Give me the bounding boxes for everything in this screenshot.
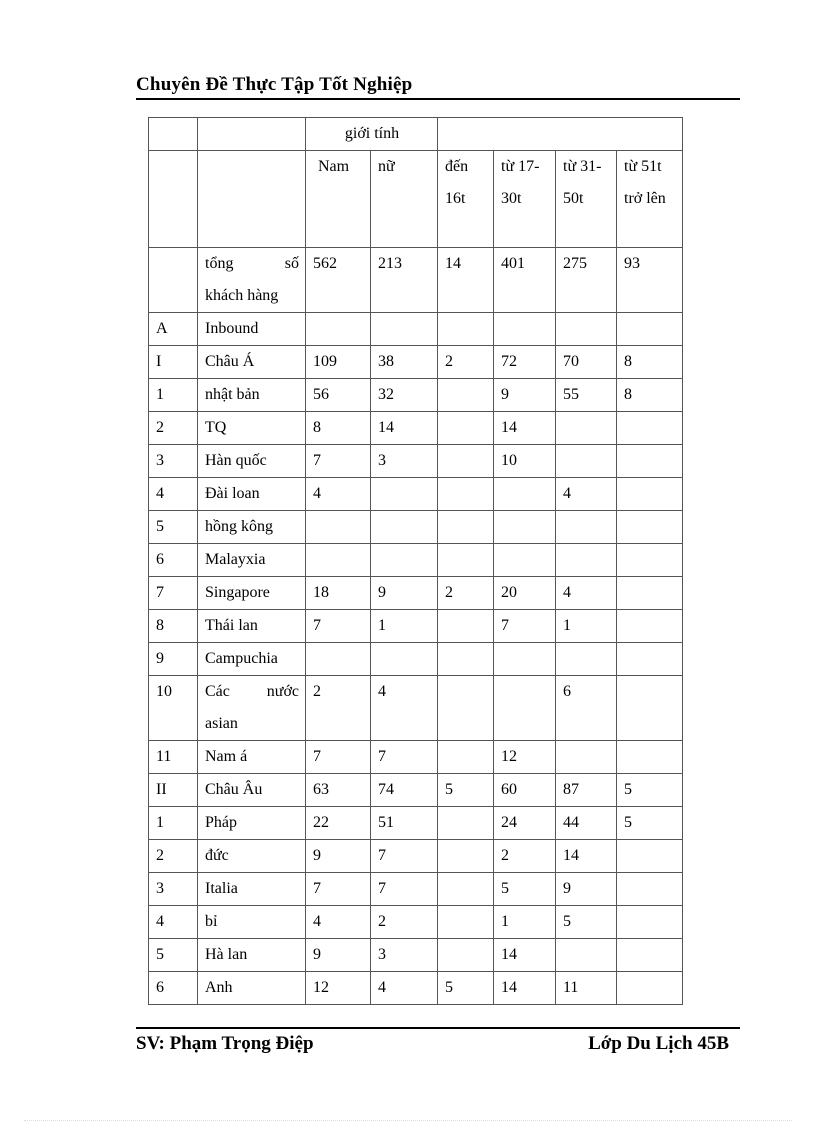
- table-cell: 109: [306, 346, 371, 379]
- table-cell: 4: [306, 478, 371, 511]
- total-label: [198, 248, 306, 313]
- table-cell: 2: [306, 676, 371, 741]
- table-cell: 2: [371, 906, 438, 939]
- column-header-age-under-16: đến 16t: [438, 151, 494, 248]
- total-label-word: khách hàng: [205, 287, 279, 304]
- table-cell: [438, 676, 494, 741]
- row-number: 2: [149, 840, 198, 873]
- table-row: [149, 741, 683, 774]
- table-cell: [494, 643, 556, 676]
- row-number: 11: [149, 741, 198, 774]
- footer-student-name: SV: Phạm Trọng Điệp: [136, 1033, 314, 1054]
- table-cell: 5: [438, 774, 494, 807]
- table-cell: [617, 544, 683, 577]
- total-value: 14: [438, 248, 494, 313]
- row-number: 7: [149, 577, 198, 610]
- row-number: 2: [149, 412, 198, 445]
- table-cell: [371, 643, 438, 676]
- column-header-male: Nam: [306, 151, 371, 248]
- table-cell: 7: [494, 610, 556, 643]
- row-name: [198, 676, 306, 741]
- table-row: [149, 807, 683, 840]
- age-group-header: [438, 118, 683, 151]
- table-cell: 7: [371, 840, 438, 873]
- table-row: [149, 445, 683, 478]
- table-cell: 5: [494, 873, 556, 906]
- total-value: 275: [556, 248, 617, 313]
- table-row: [149, 972, 683, 1005]
- table-cell: [617, 643, 683, 676]
- table-cell: 14: [494, 972, 556, 1005]
- table-cell: [494, 544, 556, 577]
- table-row: [149, 676, 683, 741]
- header-divider: [136, 98, 740, 100]
- table-cell: 8: [306, 412, 371, 445]
- table-cell: 5: [556, 906, 617, 939]
- table-cell: 7: [306, 741, 371, 774]
- table-cell: 2: [438, 346, 494, 379]
- table-cell: [617, 313, 683, 346]
- table-cell: [617, 478, 683, 511]
- table-cell: 1: [494, 906, 556, 939]
- table-cell: [617, 972, 683, 1005]
- table-cell: [617, 412, 683, 445]
- table-cell: 1: [556, 610, 617, 643]
- table-cell: [438, 939, 494, 972]
- table-cell: [371, 544, 438, 577]
- table-cell: [617, 873, 683, 906]
- total-value: 401: [494, 248, 556, 313]
- table-cell: [371, 313, 438, 346]
- header-cell: [149, 151, 198, 248]
- row-name: Campuchia: [198, 643, 306, 676]
- table-cell: 7: [371, 873, 438, 906]
- total-value: 562: [306, 248, 371, 313]
- row-name-word: asian: [205, 715, 238, 732]
- table-row: [149, 939, 683, 972]
- row-name: TQ: [198, 412, 306, 445]
- row-number: 5: [149, 939, 198, 972]
- gender-group-header: giới tính: [306, 118, 438, 151]
- row-number: 4: [149, 478, 198, 511]
- row-name: Anh: [198, 972, 306, 1005]
- footer-divider: [136, 1027, 740, 1029]
- table-cell: 63: [306, 774, 371, 807]
- table-cell: 1: [371, 610, 438, 643]
- table-cell: 9: [494, 379, 556, 412]
- table-cell: [306, 313, 371, 346]
- row-name: Châu Á: [198, 346, 306, 379]
- table-cell: 11: [556, 972, 617, 1005]
- table-cell: [494, 511, 556, 544]
- table-cell: [556, 741, 617, 774]
- table-cell: 9: [306, 939, 371, 972]
- table-cell: [617, 577, 683, 610]
- row-name: Inbound: [198, 313, 306, 346]
- table-cell: [438, 478, 494, 511]
- table-cell: [494, 676, 556, 741]
- table-cell: 8: [617, 379, 683, 412]
- table-cell: 14: [494, 939, 556, 972]
- table-cell: [306, 643, 371, 676]
- table-row: [149, 511, 683, 544]
- table-cell: [556, 643, 617, 676]
- table-cell: 2: [494, 840, 556, 873]
- row-name: Châu Âu: [198, 774, 306, 807]
- table-cell: [306, 544, 371, 577]
- table-cell: [371, 478, 438, 511]
- header-cell: [198, 118, 306, 151]
- table-cell: 7: [306, 610, 371, 643]
- row-number: 8: [149, 610, 198, 643]
- table-cell: 4: [556, 577, 617, 610]
- table-cell: [438, 610, 494, 643]
- table-cell: [556, 445, 617, 478]
- row-name: Hàn quốc: [198, 445, 306, 478]
- table-cell: 22: [306, 807, 371, 840]
- table-cell: 10: [494, 445, 556, 478]
- table-row: [149, 544, 683, 577]
- table-cell: [617, 511, 683, 544]
- header-cell: [198, 151, 306, 248]
- table-cell: [438, 511, 494, 544]
- page-bottom-dotted-line: [24, 1120, 792, 1121]
- table-cell: [617, 445, 683, 478]
- table-cell: [438, 643, 494, 676]
- table-cell: 3: [371, 939, 438, 972]
- table-cell: [556, 511, 617, 544]
- row-number: 3: [149, 873, 198, 906]
- row-number: 4: [149, 906, 198, 939]
- table-cell: [438, 807, 494, 840]
- table-cell: 20: [494, 577, 556, 610]
- table-cell: [494, 478, 556, 511]
- table-cell: 44: [556, 807, 617, 840]
- table-cell: 74: [371, 774, 438, 807]
- table-cell: 32: [371, 379, 438, 412]
- table-row: [149, 478, 683, 511]
- row-name: Nam á: [198, 741, 306, 774]
- row-number: 1: [149, 379, 198, 412]
- table-row: [149, 873, 683, 906]
- table-cell: 87: [556, 774, 617, 807]
- row-number: [149, 248, 198, 313]
- table-cell: 70: [556, 346, 617, 379]
- table-cell: [438, 906, 494, 939]
- table-cell: [617, 741, 683, 774]
- row-name: đức: [198, 840, 306, 873]
- table-cell: 55: [556, 379, 617, 412]
- table-row: [149, 610, 683, 643]
- table-cell: [438, 412, 494, 445]
- row-name: Pháp: [198, 807, 306, 840]
- column-header-female: nữ: [371, 151, 438, 248]
- table-cell: 24: [494, 807, 556, 840]
- table-cell: [556, 412, 617, 445]
- header-cell: [149, 118, 198, 151]
- table-cell: 9: [306, 840, 371, 873]
- row-number: 5: [149, 511, 198, 544]
- row-name: hồng kông: [198, 511, 306, 544]
- table-cell: 12: [306, 972, 371, 1005]
- row-number: 3: [149, 445, 198, 478]
- row-name: Singapore: [198, 577, 306, 610]
- table-cell: 7: [306, 873, 371, 906]
- table-cell: [617, 840, 683, 873]
- table-cell: 5: [438, 972, 494, 1005]
- table-cell: 9: [556, 873, 617, 906]
- table-cell: [438, 840, 494, 873]
- row-name: Đài loan: [198, 478, 306, 511]
- total-label-word: tổng: [205, 255, 234, 272]
- row-name-word: Các: [205, 683, 230, 700]
- table-cell: [556, 939, 617, 972]
- table-row: [149, 412, 683, 445]
- table-cell: 9: [371, 577, 438, 610]
- total-row: [149, 248, 683, 313]
- table-cell: [438, 313, 494, 346]
- row-name: Malayxia: [198, 544, 306, 577]
- row-number: I: [149, 346, 198, 379]
- table-cell: 5: [617, 807, 683, 840]
- row-number: 9: [149, 643, 198, 676]
- table-cell: 14: [494, 412, 556, 445]
- row-name-word: nước: [266, 683, 299, 700]
- table-cell: [438, 741, 494, 774]
- total-label-word: số: [284, 255, 299, 272]
- table-cell: 5: [617, 774, 683, 807]
- row-name: Italia: [198, 873, 306, 906]
- table-cell: [494, 313, 556, 346]
- column-header-row: [149, 151, 683, 248]
- table-row: [149, 577, 683, 610]
- column-header-age-17-30: từ 17-30t: [494, 151, 556, 248]
- table-cell: 4: [371, 676, 438, 741]
- page-header-title: Chuyên Đề Thực Tập Tốt Nghiệp: [136, 74, 413, 95]
- table-cell: 14: [371, 412, 438, 445]
- table-cell: 14: [556, 840, 617, 873]
- table-cell: [617, 906, 683, 939]
- table-cell: 60: [494, 774, 556, 807]
- table-cell: [438, 544, 494, 577]
- row-name: bỉ: [198, 906, 306, 939]
- total-value: 93: [617, 248, 683, 313]
- table-row: [149, 906, 683, 939]
- column-header-age-31-50: từ 31-50t: [556, 151, 617, 248]
- table-row: [149, 840, 683, 873]
- table-cell: [617, 610, 683, 643]
- table-cell: 2: [438, 577, 494, 610]
- row-number: 10: [149, 676, 198, 741]
- row-number: 1: [149, 807, 198, 840]
- customer-statistics-table: [148, 117, 683, 1005]
- table-cell: 12: [494, 741, 556, 774]
- row-name: Hà lan: [198, 939, 306, 972]
- table-cell: [306, 511, 371, 544]
- table-cell: [371, 511, 438, 544]
- group-header-row: [149, 118, 683, 151]
- table-cell: [617, 939, 683, 972]
- table-cell: 4: [306, 906, 371, 939]
- row-name: Thái lan: [198, 610, 306, 643]
- row-number: II: [149, 774, 198, 807]
- table-row: [149, 379, 683, 412]
- table-cell: 8: [617, 346, 683, 379]
- row-number: 6: [149, 972, 198, 1005]
- row-number: A: [149, 313, 198, 346]
- table-cell: 51: [371, 807, 438, 840]
- row-number: 6: [149, 544, 198, 577]
- table-cell: 7: [371, 741, 438, 774]
- table-cell: 4: [556, 478, 617, 511]
- table-cell: 18: [306, 577, 371, 610]
- table-cell: 72: [494, 346, 556, 379]
- table-cell: [556, 544, 617, 577]
- table-cell: [556, 313, 617, 346]
- row-name: nhật bản: [198, 379, 306, 412]
- table-cell: 56: [306, 379, 371, 412]
- footer-class-name: Lớp Du Lịch 45B: [588, 1033, 729, 1054]
- table-cell: 38: [371, 346, 438, 379]
- table-row: [149, 313, 683, 346]
- table-cell: 3: [371, 445, 438, 478]
- table-cell: [438, 445, 494, 478]
- table-row: [149, 774, 683, 807]
- table-cell: 4: [371, 972, 438, 1005]
- table-cell: [438, 873, 494, 906]
- total-value: 213: [371, 248, 438, 313]
- table-row: [149, 346, 683, 379]
- table-cell: 7: [306, 445, 371, 478]
- table-cell: [438, 379, 494, 412]
- column-header-age-51-plus: từ 51t trở lên: [617, 151, 683, 248]
- table-cell: [617, 676, 683, 741]
- table-cell: 6: [556, 676, 617, 741]
- table-row: [149, 643, 683, 676]
